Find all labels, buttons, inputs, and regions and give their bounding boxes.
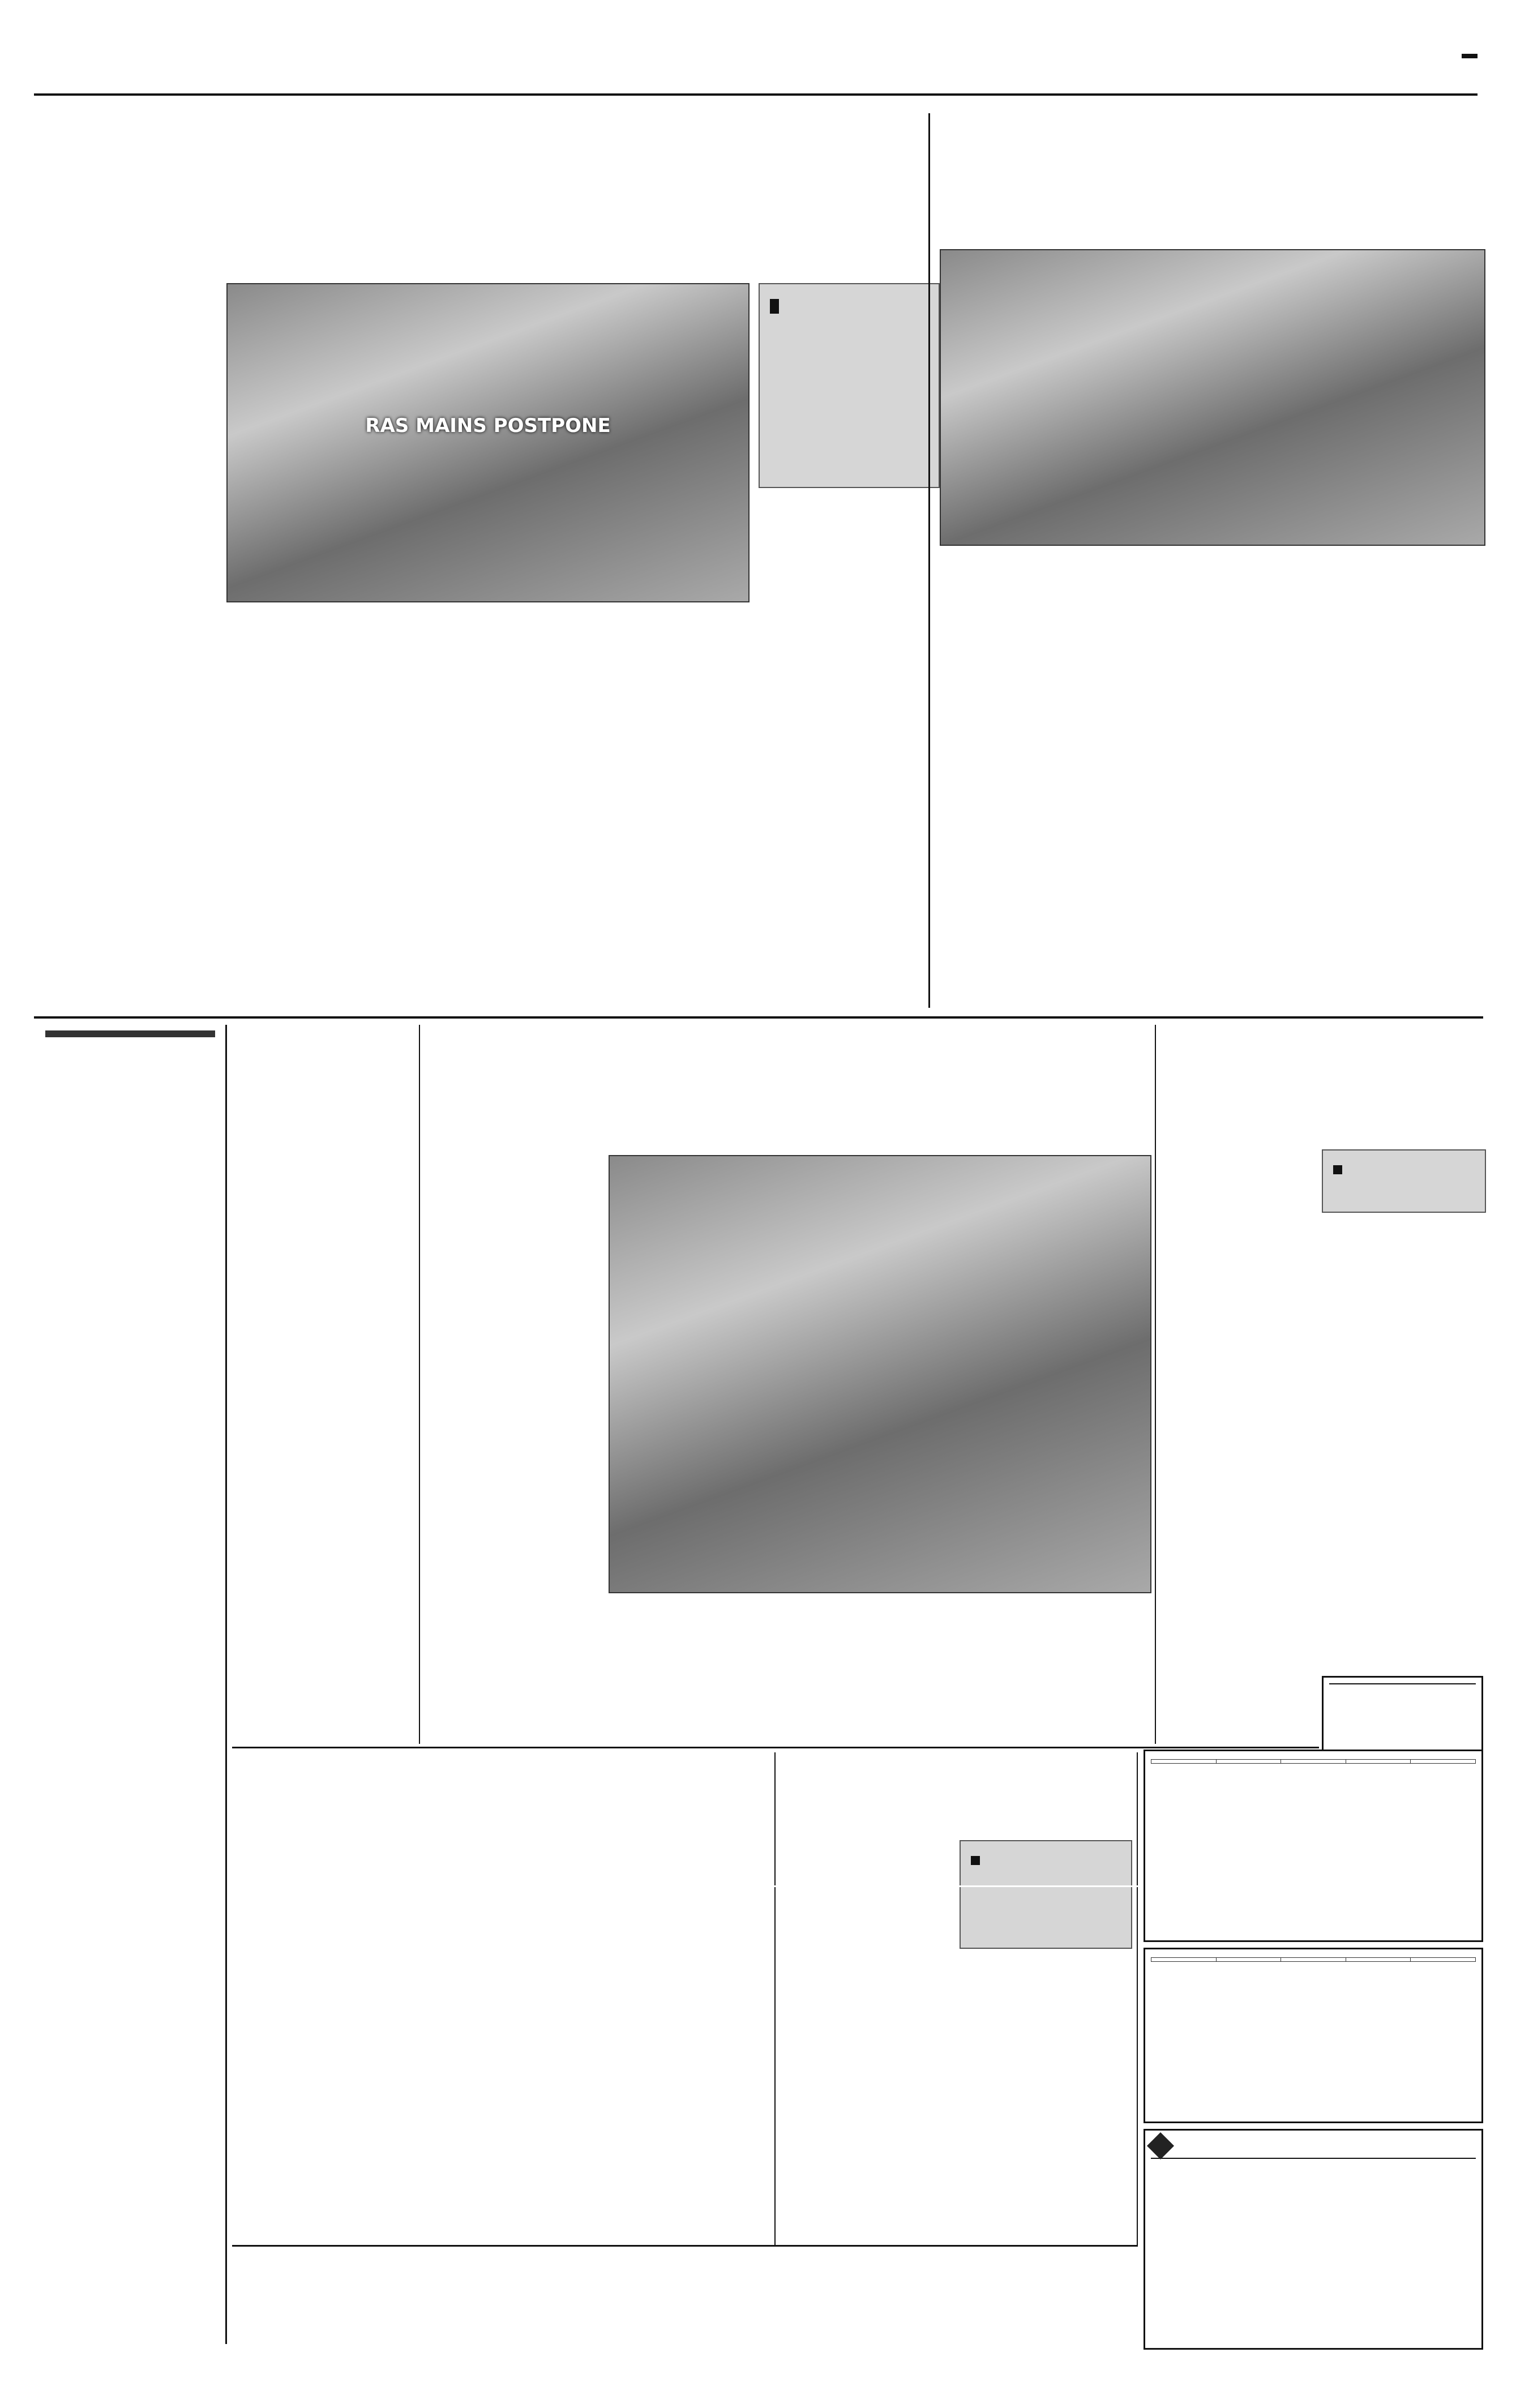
story4-col4 <box>971 1619 1146 1738</box>
story6-col3 <box>594 1817 767 2236</box>
story5-body-left <box>1160 1149 1313 1500</box>
section-divider <box>34 1016 1483 1019</box>
story2-col3 <box>1308 583 1483 1008</box>
briefs-column <box>34 1070 221 2344</box>
story4-col1 <box>425 1155 600 1738</box>
table-row <box>1151 1760 1476 1764</box>
story1-col3 <box>402 634 572 1008</box>
table-cell <box>1216 1958 1281 1962</box>
story1-col1 <box>34 283 221 1008</box>
story2-photo <box>940 249 1485 546</box>
column-divider <box>1155 1025 1156 1744</box>
notice2-table <box>1151 1957 1476 1962</box>
table-cell <box>1346 1958 1411 1962</box>
story4-col3 <box>790 1619 962 1738</box>
story6-col2 <box>413 1817 586 2236</box>
story1-col2 <box>226 634 396 1008</box>
brief1-body <box>34 1073 221 1521</box>
column-divider <box>225 1025 227 2344</box>
table-row <box>1151 1958 1476 1962</box>
table-cell <box>1151 1958 1217 1962</box>
table-cell <box>1216 1760 1281 1764</box>
name-change-title <box>1329 1683 1476 1684</box>
brief3-body <box>34 1874 221 2061</box>
column-divider <box>928 113 930 1008</box>
story7-highlight <box>960 1840 1132 1949</box>
story5-body-right <box>1322 1212 1483 1670</box>
story3-body <box>232 1144 413 1738</box>
story1-photo <box>226 283 750 602</box>
notice-nagar-palika <box>1144 1750 1483 1942</box>
notice-bank-of-baroda <box>1144 2129 1483 2350</box>
story4-col2 <box>609 1619 781 1738</box>
story7-col2 <box>960 1948 1129 2236</box>
notice1-table <box>1151 1759 1476 1764</box>
notice-ada <box>1144 1948 1483 2123</box>
section-divider <box>232 1747 1319 1748</box>
table-cell <box>1281 1958 1346 1962</box>
masthead <box>34 54 1478 96</box>
table-cell <box>1346 1760 1411 1764</box>
story4-photo <box>609 1155 1151 1593</box>
section-divider <box>232 2245 1138 2247</box>
story6-col1 <box>232 1817 405 2236</box>
story1-highlights <box>759 283 940 488</box>
spacer <box>232 1885 1138 1887</box>
briefs-label <box>45 1030 215 1037</box>
table-cell <box>1411 1760 1476 1764</box>
page-number <box>1462 54 1478 58</box>
brief4-body <box>34 2068 221 2260</box>
story1-col5 <box>759 478 917 668</box>
story2-col2 <box>1124 583 1299 1008</box>
table-cell <box>1151 1760 1217 1764</box>
bank-logo-icon <box>1147 2132 1174 2159</box>
story5-highlight <box>1322 1149 1486 1213</box>
table-cell <box>1411 1958 1476 1962</box>
column-divider <box>774 1752 776 2245</box>
brief2-body <box>34 1528 221 1867</box>
story2-col1 <box>940 583 1115 1008</box>
column-divider <box>1137 1752 1138 2245</box>
story7-col1 <box>781 1840 951 2236</box>
story1-col4 <box>577 634 747 1008</box>
column-divider <box>419 1025 420 1744</box>
story1-photo-placeholder: RAS MAINS POSTPONE <box>365 414 611 437</box>
story5-body-left-2 <box>1160 1506 1313 1738</box>
bank-header <box>1151 2136 1476 2159</box>
table-cell <box>1281 1760 1346 1764</box>
